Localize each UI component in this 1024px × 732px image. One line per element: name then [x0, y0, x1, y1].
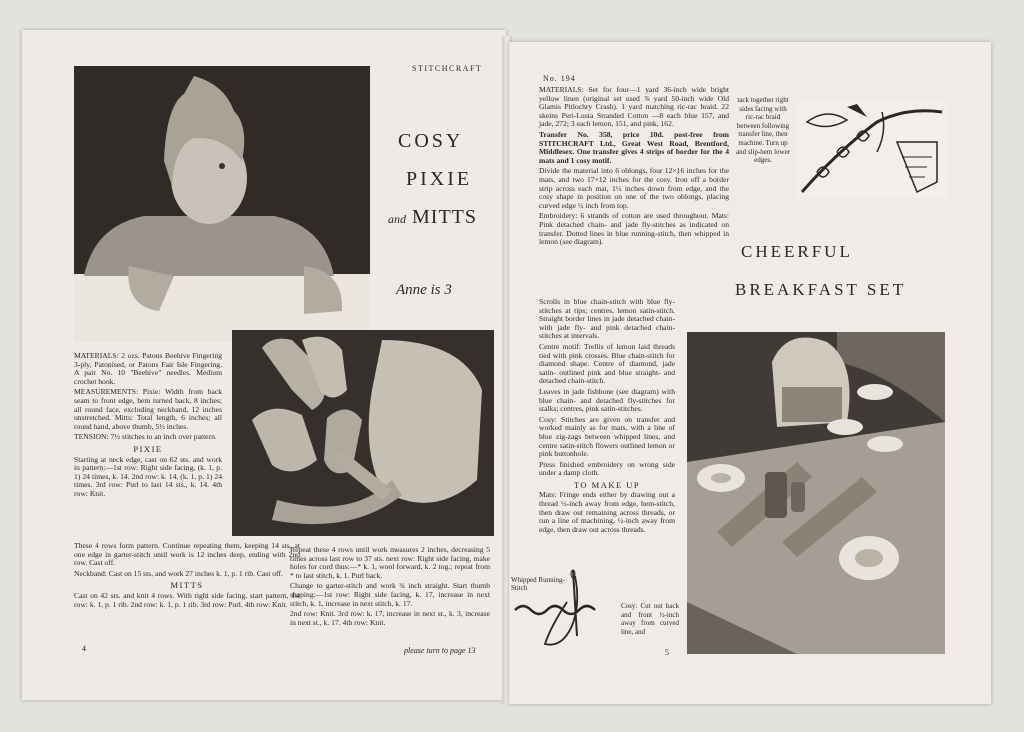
press-text: Press finished embroidery on wrong side under a damp cloth. — [539, 459, 675, 478]
cosy-text: Cosy: Stitches are given on transfer and worked mainly as for mats, with a line of blue zig-zags between whipped lines, and centre satin-stitch flowers outlined lemon or pink buttonhole. — [539, 414, 675, 459]
photo-caption: Anne is 3 — [396, 282, 452, 298]
title-cosy: COSY — [398, 130, 464, 152]
child-photo — [74, 66, 370, 342]
thumb-text: 2nd row: Knit. 3rd row: k. 17, increase in next st., k. 3, increase in next st., k. 17. 4th row: Knit. — [290, 609, 490, 627]
pixie-instructions-2: These 4 rows form pattern. Continue repeating them, keeping 14 sts. at one edge in garter-stitch until work is 12 inches deep, ending with 2nd row. Cast off. — [74, 541, 300, 568]
tension-text: TENSION: 7½ stitches to an inch over pattern. — [74, 432, 217, 442]
left-page-number: 4 — [82, 644, 86, 653]
pixie-instructions-1: Starting at neck edge, cast on 62 sts. and work in pattern:—1st row: Right side facing, (k. 1, p. 1) 24 times, k. 14. 2nd row: k. 14, (k. 1, p. 1) 24 times. 3rd row: Purl to last 14 sts., k. 14. 4th row: Knit. — [74, 454, 222, 498]
mitts-instructions: Cast on 42 sts. and knit 4 rows. With right side facing, start pattern, 1st row: k. 1, p. 1 rib. 2nd row: k. 1, p. 1 rib. 3rd row: Purl. 4th row: Knit. — [74, 590, 300, 609]
left-column-1-lower — [74, 542, 300, 611]
scrolls-text: Scrolls in blue chain-stitch with blue fly-stitches at tips; centres, lemon satin-stitch. Straight border lines in jade detached chain- with jade fly- and pink detached chain-stitches at intervals. — [539, 297, 675, 341]
title-and: and — [388, 212, 406, 226]
left-column-1 — [74, 352, 222, 501]
right-column-1-mid — [539, 298, 675, 536]
garter-text: Change to garter-stitch and work ¾ inch straight. Start thumb shaping:—1st row: Right side facing, k. 17, increase in next stitch, k. 1, increase in next stitch, k. 17. — [290, 581, 490, 608]
measurements-text: MEASUREMENTS: Pixie: Width from back seam to front edge, hem turned back, 8 inches; all round face, excluding neckband, 12 inches unstretched. Mitts: Total length, 6 inches; all round hand, above thumb, 5½ inches. — [74, 387, 222, 431]
divide-text: Divide the material into 6 oblongs, four 12×16 inches for the mats, and two 17×12 inches for the cosy. Iron off a border strip across each mat, 1½ inches down from edge, and the cosy shape in position on one of the two oblongs, placing curved edge ½ inch from top. — [539, 166, 729, 210]
right-page — [509, 42, 991, 704]
transfer-text: Transfer No. 358, price 10d. post-free from STITCHCRAFT Ltd., Great West Road, Brentford, Middlesex. One transfer gives 4 strips of border for the 4 mats and 1 cosy motif. — [539, 129, 729, 165]
title-breakfast-set: BREAKFAST SET — [735, 280, 907, 299]
left-column-2 — [290, 546, 490, 629]
materials-text-right: MATERIALS: Set for four—1 yard 36-inch wide bright yellow linen (original set used ⅞ yard 50-inch wide Old Glamis Pitlochry Crash). 1 yard matching ric-rac braid. 22 skeins Peri-Lusta Stranded Cotton —8 each blue 157, and jade, 272; 3 each lemon, 151, and pink, 162. — [539, 85, 729, 129]
make-up-text: Mats: Fringe ends either by drawing out a thread ½-inch away from edge, hem-stitch, then draw out remaining across threads, or run a line of machining, ½-inch away from edge, then draw out across threads. — [539, 490, 675, 534]
title-pixie: PIXIE — [406, 168, 473, 190]
pattern-number: No. 194 — [543, 74, 576, 83]
embroidery-text: Embroidery: 6 strands of cotton are used throughout. Mats: Pink detached chain- and jade fly-stitches as indicated on transfer. Dotted lines in blue running-stitch, then whipped in lemon (see diagram). — [539, 211, 729, 247]
turn-page-note: please turn to page 13 — [404, 646, 476, 655]
magazine-header: STITCHCRAFT — [412, 64, 483, 73]
right-column-1 — [539, 86, 729, 249]
repeat-text: Repeat these 4 rows until work measures 2 inches, decreasing 5 times across last row to 37 sts. next row: Right side facing, make holes for cord thus:—* k. 1, wool forward, k. 2 tog.; repeat from * to last stitch, k. 1. Purl back. — [290, 545, 490, 580]
leaves-text: Leaves in jade fishbone (see diagram) with blue chain- and detached fly-stitches for stalks; centres, pink satin-stitches. — [539, 386, 675, 414]
mitts-heading: MITTS — [170, 580, 204, 591]
cosy-cut-text: Cosy: Cut out back and front ½-inch away from curved line, and — [621, 602, 679, 636]
mitts-pixie-photo — [232, 330, 494, 536]
needle-diagram — [511, 566, 623, 652]
stitch-diagram — [797, 102, 947, 198]
breakfast-set-photo — [687, 332, 945, 654]
tack-text: tack together right sides facing with ric-rac braid between following transfer line, then machine. Turn up and slip-hem lower edges. — [735, 96, 791, 165]
centre-motif-text: Centre motif: Trellis of lemon laid threads tied with pink crosses. Blue chain-stitch for diamond shape. Centre of diamond, jade satin- outlined pink and blue straight- and detached chain-stitch. — [539, 341, 675, 386]
right-page-number: 5 — [665, 648, 669, 657]
title-mitts-line — [388, 206, 477, 229]
materials-text: MATERIALS: 2 ozs. Patons Beehive Fingering 3-ply, Patonised, or Patons Fair Isle Fingering. A pair No. 10 "Beehive" needles. Medium crochet hook. — [74, 351, 222, 386]
title-cheerful: CHEERFUL — [741, 242, 853, 261]
diagram-label: Whipped Running-Stitch — [511, 576, 565, 592]
left-page — [22, 30, 506, 700]
neckband-text: Neckband: Cast on 15 sts, and work 27 inches k. 1, p. 1 rib. Cast off. — [74, 568, 283, 578]
title-mitts: MITTS — [412, 206, 477, 228]
make-up-heading: TO MAKE UP — [573, 479, 641, 490]
pixie-heading: PIXIE — [133, 443, 163, 454]
